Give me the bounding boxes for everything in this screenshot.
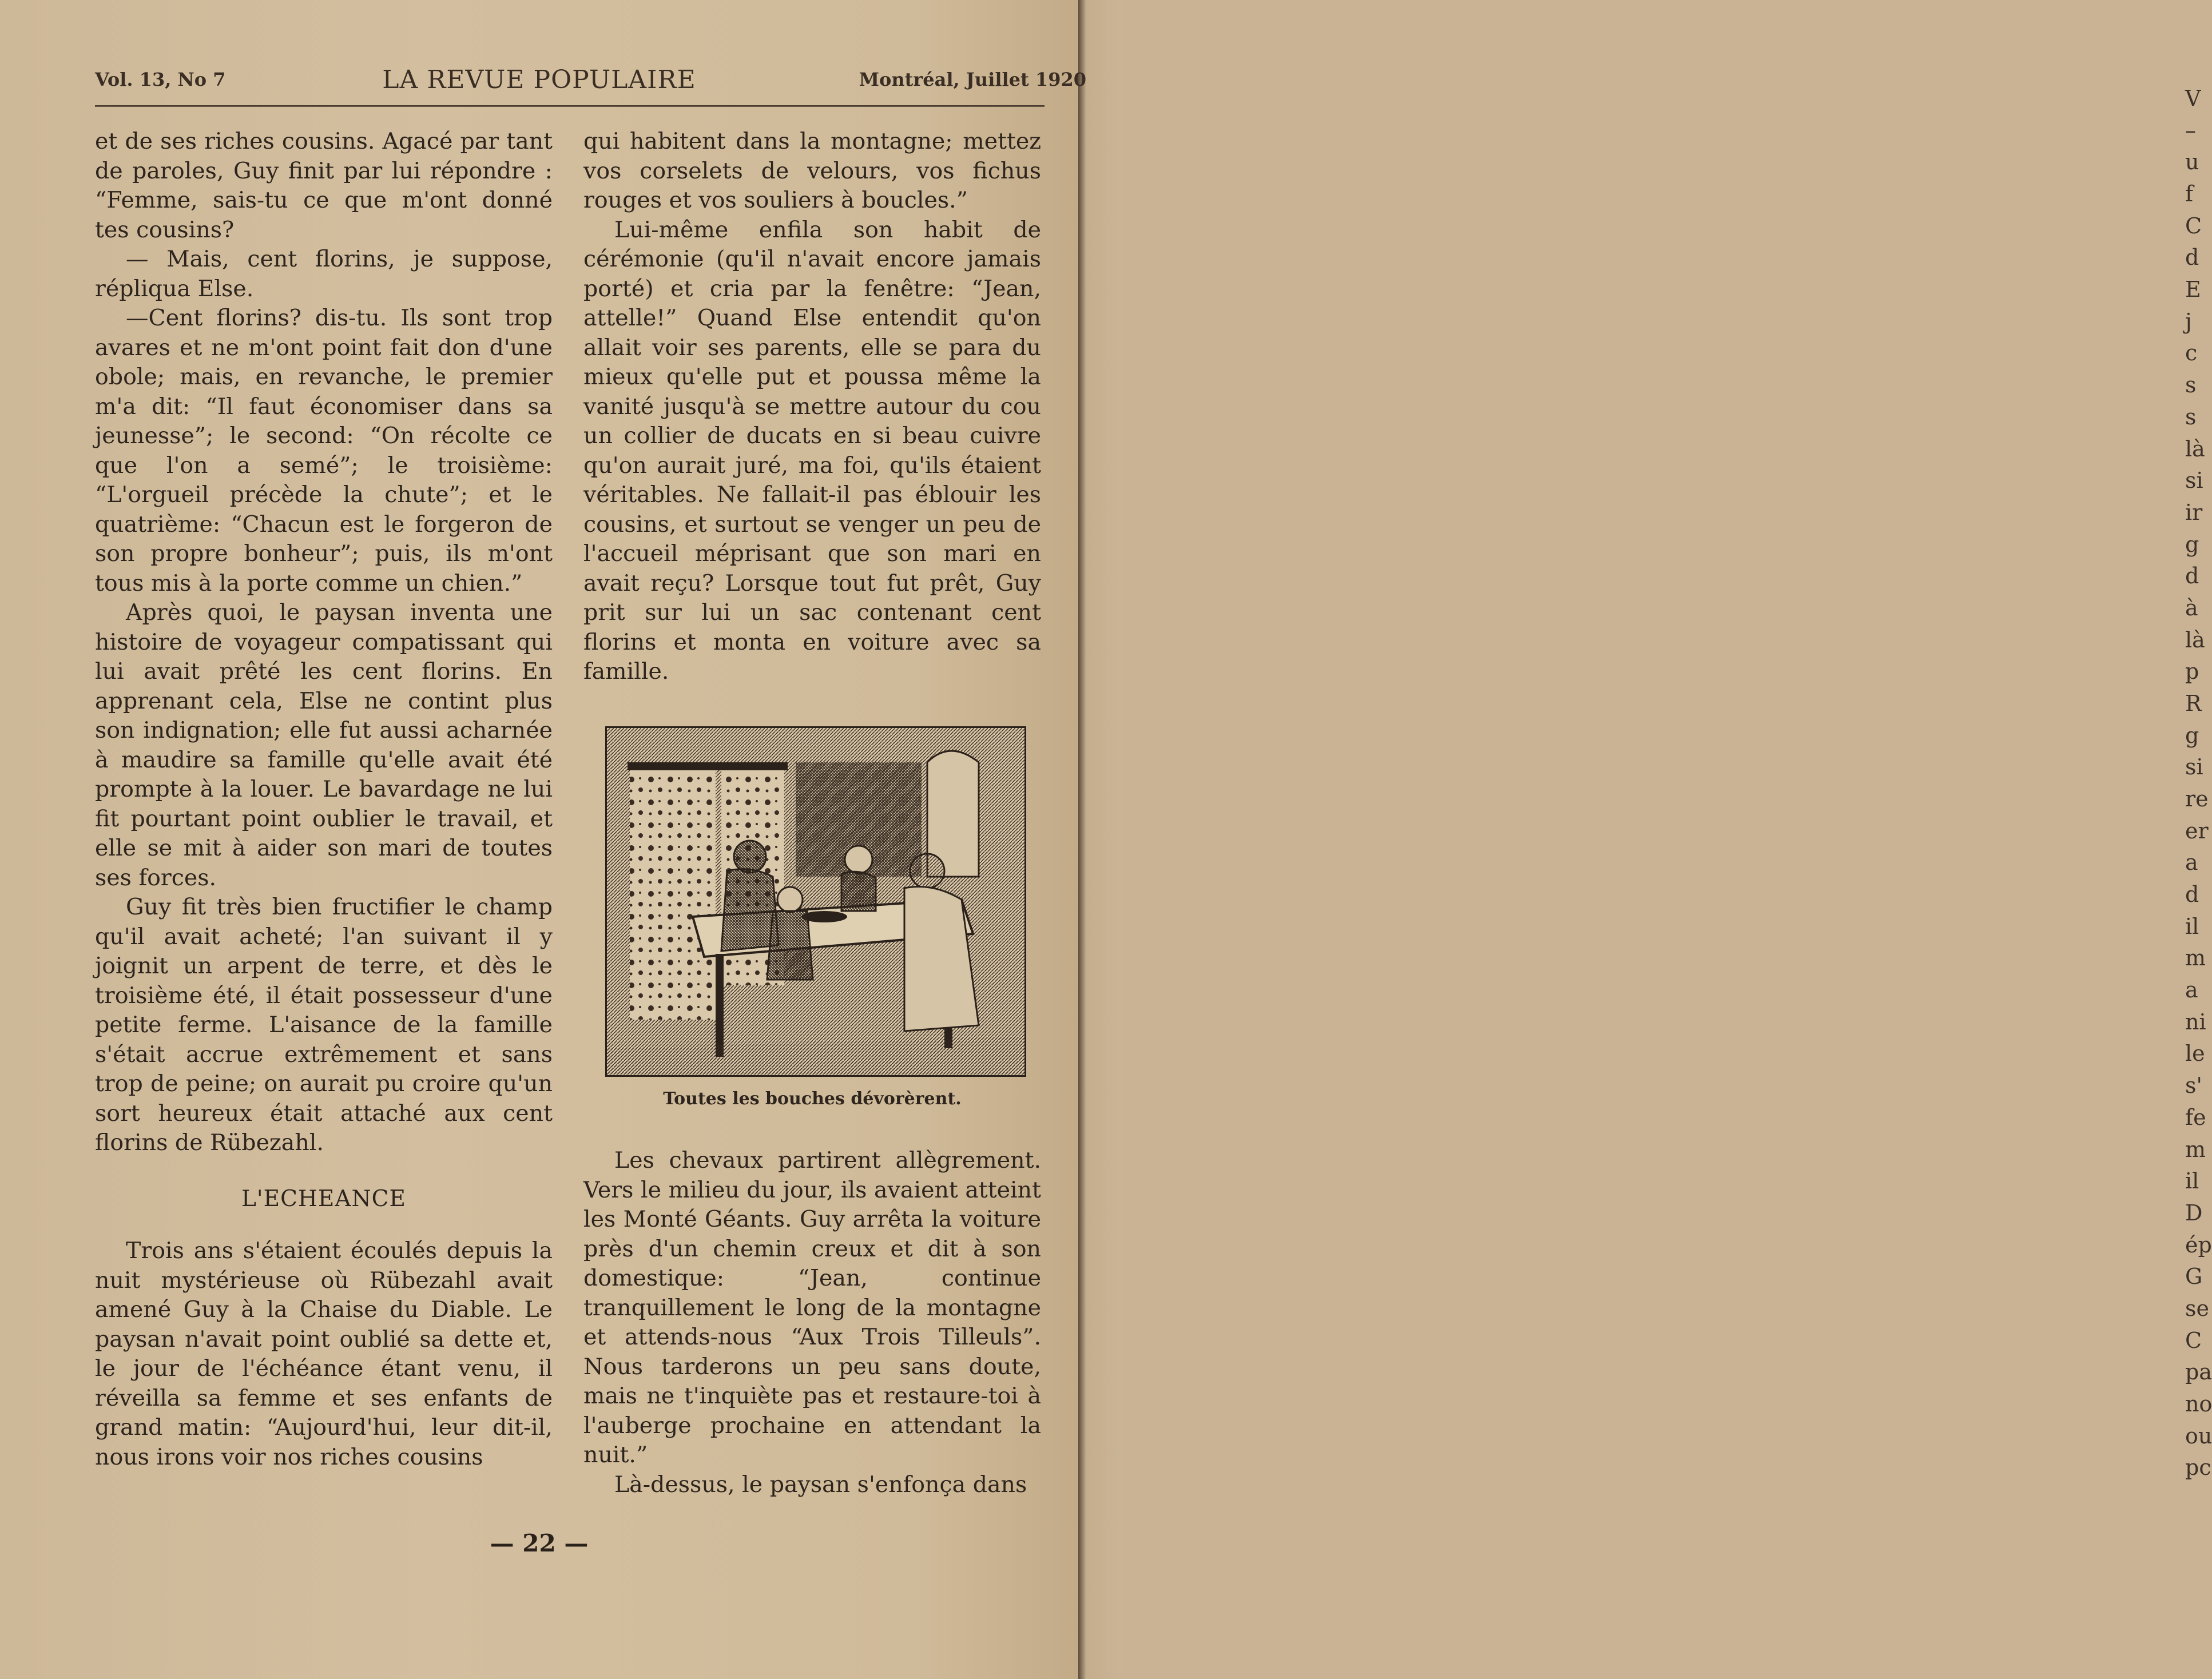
edge-letter: C xyxy=(2185,213,2202,238)
edge-letter: il xyxy=(2185,1168,2199,1193)
paragraph: Guy fit très bien fructifier le champ qu'il avait acheté; l'an suivant il y joignit un arpent de terre, et dès le troisième été, il était possesseur d'une petite ferme. L'aisance de la famille s'était accrue extrêmement et sans trop de peine; on aurait pu croire qu'un sort heureux était attaché aux cent florins de Rübezahl. xyxy=(95,894,553,1156)
edge-letter: se xyxy=(2185,1296,2209,1321)
edge-letter: g xyxy=(2185,723,2199,748)
edge-letter: u xyxy=(2185,149,2199,174)
edge-letter: no xyxy=(2185,1391,2212,1417)
edge-letter: – xyxy=(2185,118,2196,143)
edge-letter: s' xyxy=(2185,1073,2202,1098)
edge-letter: m xyxy=(2185,1137,2206,1162)
edge-letter: là xyxy=(2185,436,2205,461)
edge-letter: V xyxy=(2185,86,2201,111)
edge-letter: fe xyxy=(2185,1105,2206,1130)
edge-letter: si xyxy=(2185,754,2203,779)
edge-letter: m xyxy=(2185,945,2206,970)
header-volume: Vol. 13, No 7 xyxy=(95,69,226,90)
edge-letter: j xyxy=(2185,309,2192,334)
edge-letter: là xyxy=(2185,627,2205,652)
edge-letter: ép xyxy=(2185,1232,2212,1258)
page-number: — 22 — xyxy=(490,1529,589,1557)
edge-letter: pa xyxy=(2185,1359,2212,1384)
header-rule xyxy=(95,105,1045,107)
edge-letter: il xyxy=(2185,914,2199,939)
edge-letter: C xyxy=(2185,1328,2202,1353)
edge-letter: à xyxy=(2185,595,2198,620)
edge-letter: ou xyxy=(2185,1423,2212,1449)
paragraph: Là-dessus, le paysan s'enfonça dans xyxy=(614,1471,1027,1498)
paragraph: Après quoi, le paysan inventa une histoire de voyageur compatissant qui lui avait prêté les cent florins. En apprenant cela, Else ne contint plus son indignation; elle fut aussi acharnée à maudire sa famille qu'elle avait été prompte à la louer. Le bavardage ne lui fit pourtant point oublier le travail, et elle se mit à aider son mari de toutes ses forces. xyxy=(95,599,553,891)
paragraph: qui habitent dans la montagne; mettez vos corselets de velours, vos fichus rouges et vos souliers à boucles.” xyxy=(583,128,1041,213)
edge-letter: d xyxy=(2185,245,2199,270)
edge-letter: D xyxy=(2185,1200,2203,1226)
edge-letter: s xyxy=(2185,372,2197,397)
edge-letter: E xyxy=(2185,277,2201,302)
edge-letter: g xyxy=(2185,532,2199,557)
next-page-edge xyxy=(1078,0,2212,1679)
paragraph: Lui-même enfila son habit de cérémonie (qu'il n'avait encore jamais porté) et cria par la fenêtre: “Jean, attelle!” Quand Else entendit qu'on allait voir ses parents, elle se para du mieux qu'elle put et poussa même la vanité jusqu'à se mettre autour du cou un collier de ducats en si beau cuivre qu'on aurait juré, ma foi, qu'ils étaient véritables. Ne fallait-il pas éblouir les cousins, et surtout se venger un peu de l'accueil méprisant que son mari en avait reçu? Lorsque tout fut prêt, Guy prit sur lui un sac contenant cent florins et monta en voiture avec sa famille. xyxy=(583,216,1041,685)
right-column-top xyxy=(583,127,1041,687)
edge-letter: s xyxy=(2185,404,2197,429)
engraving-image xyxy=(607,728,1024,1075)
right-column-bottom xyxy=(583,1146,1041,1499)
edge-letter: le xyxy=(2185,1041,2205,1066)
edge-letter: d xyxy=(2185,882,2199,907)
edge-letter: d xyxy=(2185,563,2199,588)
paragraph: — Mais, cent florins, je suppose, répliqua Else. xyxy=(95,246,553,302)
edge-letter: c xyxy=(2185,340,2198,365)
section-heading: L'ECHEANCE xyxy=(241,1185,406,1212)
edge-letter: ir xyxy=(2185,500,2203,525)
edge-letter: G xyxy=(2185,1264,2203,1289)
edge-letter: er xyxy=(2185,818,2209,844)
edge-letter: a xyxy=(2185,850,2198,875)
header-date: Montréal, Juillet 1920 xyxy=(859,69,1086,90)
edge-letter: ni xyxy=(2185,1009,2206,1035)
left-column xyxy=(95,127,553,1472)
edge-letter: a xyxy=(2185,977,2198,1002)
edge-letter: si xyxy=(2185,468,2203,493)
header-title: LA REVUE POPULAIRE xyxy=(382,65,696,94)
paragraph: Les chevaux partirent allègrement. Vers le milieu du jour, ils avaient atteint les Monté Géants. Guy arrêta la voiture près d'un chemin creux et dit à son domestique: “Jean, continue tranquillement le long de la montagne et attends-nous “Aux Trois Tilleuls”. Nous tarderons un peu sans doute, mais ne t'inquiète pas et restaure-toi à l'auberge prochaine en attendant la nuit.” xyxy=(583,1147,1041,1468)
edge-letter: R xyxy=(2185,691,2202,716)
edge-letter: pc xyxy=(2185,1455,2211,1480)
paragraph: Trois ans s'étaient écoulés depuis la nuit mystérieuse où Rübezahl avait amené Guy à la Chaise du Diable. Le paysan n'avait point oublié sa dette et, le jour de l'échéance étant venu, il réveilla sa femme et ses enfants de grand matin: “Aujourd'hui, leur dit-il, nous irons voir nos riches cousins xyxy=(95,1238,553,1470)
paragraph: et de ses riches cousins. Agacé par tant de paroles, Guy finit par lui répondre : “Femme, sais-tu ce que m'ont donné tes cousins? xyxy=(95,128,553,243)
figure-caption: Toutes les bouches dévorèrent. xyxy=(663,1089,962,1109)
illustration-family-meal xyxy=(605,726,1026,1077)
edge-letter: p xyxy=(2185,659,2199,684)
edge-letter: re xyxy=(2185,786,2209,811)
paragraph: —Cent florins? dis-tu. Ils sont trop avares et ne m'ont point fait don d'une obole; mais, en revanche, le premier m'a dit: “Il faut économiser dans sa jeunesse”; le second: “On récolte ce que l'on a semé”; le troisième: “L'orgueil précède la chute”; et le quatrième: “Chacun est le forgeron de son propre bonheur”; puis, ils m'ont tous mis à la porte comme un chien.” xyxy=(95,305,553,596)
edge-letter: f xyxy=(2185,181,2194,206)
